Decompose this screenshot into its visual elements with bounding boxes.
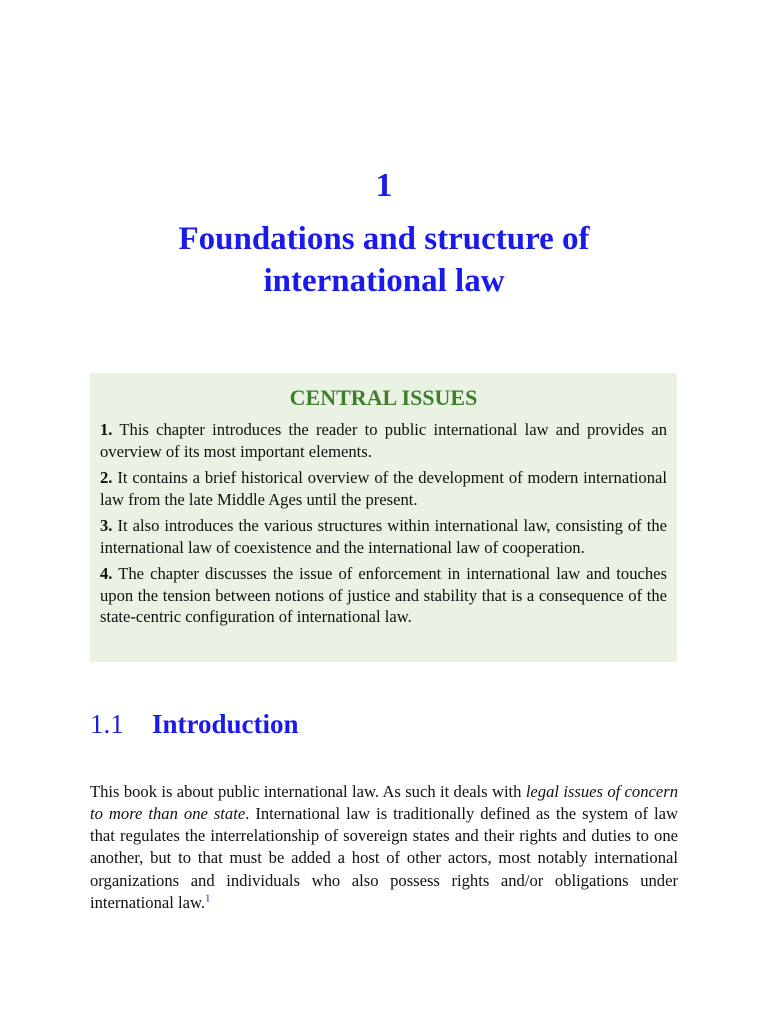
issue-text: It contains a brief historical overview of the development of modern international law from the late Middle Ages until the present. xyxy=(100,468,668,509)
issue-number: 1. xyxy=(100,420,113,439)
central-issue-item xyxy=(100,563,667,628)
chapter-title: Foundations and structure of international law xyxy=(178,221,590,299)
chapter-number: 1 xyxy=(375,167,393,204)
issue-number: 3. xyxy=(100,516,113,535)
central-issue-item xyxy=(100,515,667,558)
central-issues-box xyxy=(90,373,677,662)
section-number: 1.1 xyxy=(90,709,124,739)
paragraph-text-start: This book is about public international law. As such it deals with xyxy=(90,781,526,801)
issue-text: It also introduces the various structures within international law, consisting of the international law of coexistence and the international law of cooperation. xyxy=(100,516,667,557)
central-issue-item xyxy=(100,467,667,510)
section-heading xyxy=(90,706,678,742)
issue-text: This chapter introduces the reader to public international law and provides an overview of its most important elements. xyxy=(100,420,667,461)
issue-number: 4. xyxy=(100,564,113,583)
footnote-reference-link[interactable]: 1 xyxy=(205,892,211,905)
paragraph-text-end: . International law is traditionally defined as the system of law that regulates the interrelationship of sovereign states and their rights and duties to one another, but to that must be added a host of other actors, most notably international organizations and individuals who also possess rights and/or obligations under international law. xyxy=(90,803,678,913)
central-issue-item xyxy=(100,419,667,462)
issue-number: 2. xyxy=(100,468,113,487)
paragraph-italic-text: legal issues of concern to more than one state xyxy=(90,781,679,823)
central-issues-heading: CENTRAL ISSUES xyxy=(289,385,478,410)
section-title: Introduction xyxy=(152,709,299,739)
issue-text: The chapter discusses the issue of enforcement in international law and touches upon the tension between notions of justice and stability that is a consequence of the state-centric configuration of international law. xyxy=(100,564,667,626)
body-paragraph xyxy=(90,781,678,915)
